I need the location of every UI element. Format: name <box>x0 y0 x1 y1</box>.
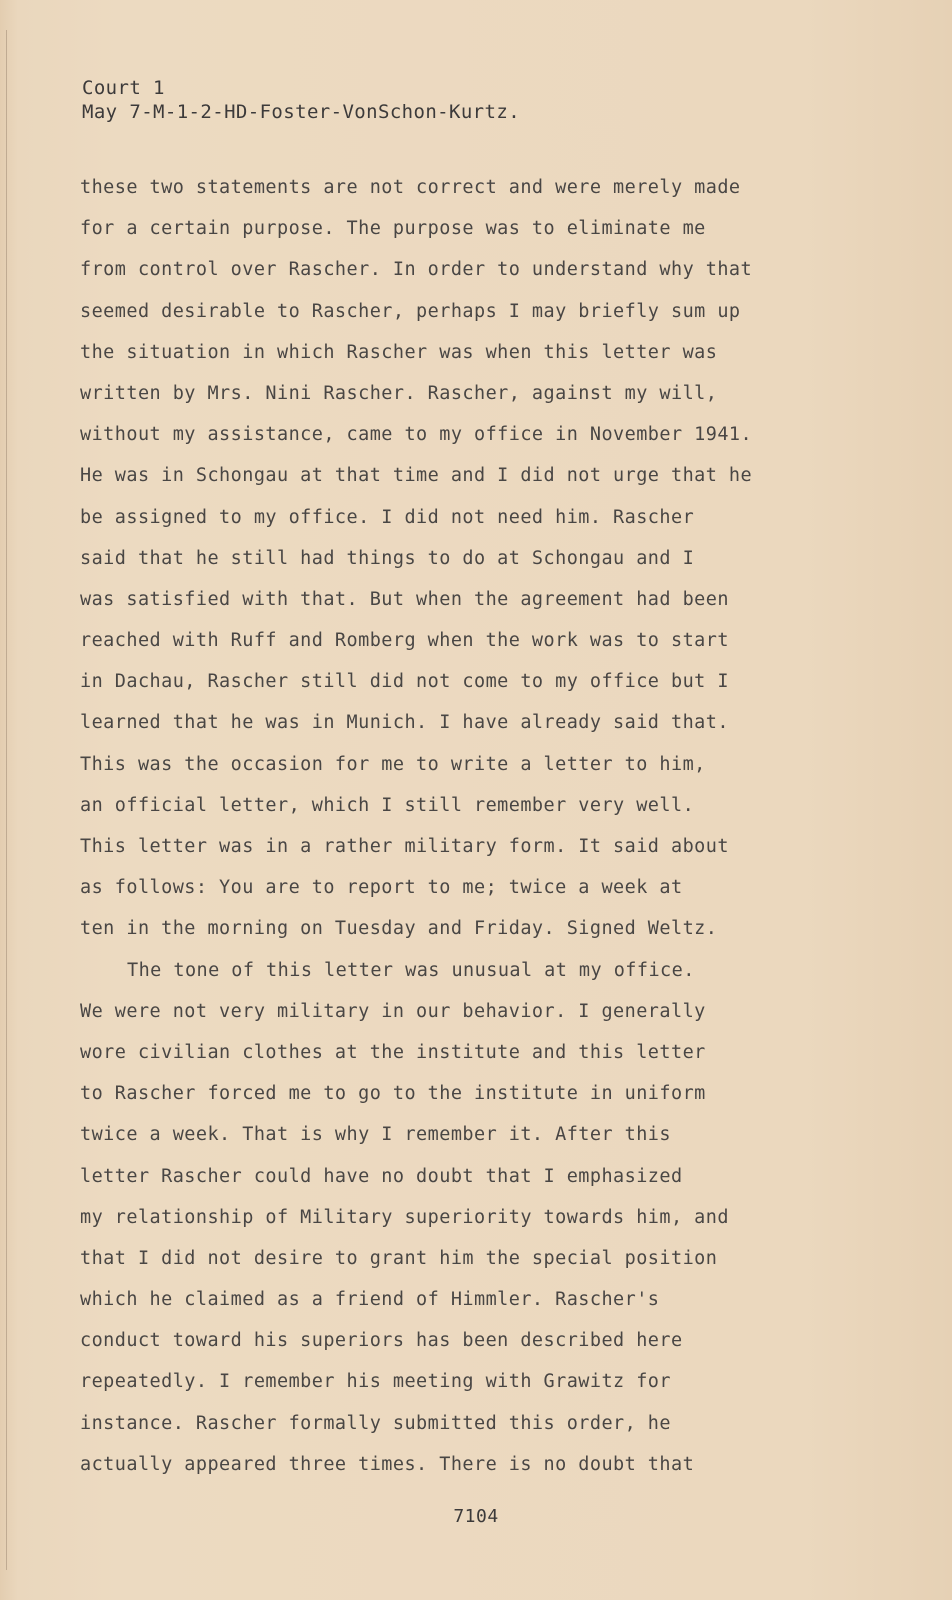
text-line: instance. Rascher formally submitted this order, he <box>80 1412 671 1434</box>
text-line: that I did not desire to grant him the special position <box>80 1247 718 1269</box>
text-line: actually appeared three times. There is no doubt that <box>80 1453 695 1475</box>
text-line: the situation in which Rascher was when this letter was <box>80 341 718 363</box>
paragraph-start-line: The tone of this letter was unusual at my office. <box>127 959 695 981</box>
text-line: This was the occasion for me to write a letter to him, <box>80 753 706 775</box>
text-line: these two statements are not correct and were merely made <box>80 177 741 198</box>
header-court-line: Court 1 <box>82 77 165 99</box>
text-line: an official letter, which I still remember very well. <box>80 794 695 816</box>
text-line: which he claimed as a friend of Himmler. Rascher's <box>80 1289 660 1311</box>
text-line: said that he still had things to do at Schongau and I <box>80 547 695 569</box>
document-body <box>80 176 940 1494</box>
text-line: This letter was in a rather military form. It said about <box>80 836 729 857</box>
text-line: learned that he was in Munich. I have already said that. <box>80 712 729 734</box>
text-line: was satisfied with that. But when the agreement had been <box>80 588 729 610</box>
text-line: written by Mrs. Nini Rascher. Rascher, against my will, <box>80 382 718 404</box>
text-line: without my assistance, came to my office in November 1941. <box>80 424 753 446</box>
text-line: conduct toward his superiors has been described here <box>80 1330 683 1352</box>
page-number: 7104 <box>453 1506 499 1527</box>
text-line: in Dachau, Rascher still did not come to my office but I <box>80 671 729 693</box>
text-line: ten in the morning on Tuesday and Friday. Signed Weltz. <box>80 918 718 940</box>
text-line: seemed desirable to Rascher, perhaps I may briefly sum up <box>80 300 741 322</box>
text-line: reached with Ruff and Romberg when the work was to start <box>80 630 729 652</box>
page-edge-line <box>6 30 7 1570</box>
text-line: to Rascher forced me to go to the institute in uniform <box>80 1083 706 1105</box>
text-line: We were not very military in our behavior. I generally <box>80 1000 706 1022</box>
text-line: wore civilian clothes at the institute and this letter <box>80 1041 706 1063</box>
header-session-line: May 7-M-1-2-HD-Foster-VonSchon-Kurtz. <box>82 101 521 123</box>
text-line: from control over Rascher. In order to understand why that <box>80 259 753 281</box>
text-line: for a certain purpose. The purpose was to eliminate me <box>80 218 706 240</box>
text-line: letter Rascher could have no doubt that I emphasized <box>80 1165 683 1187</box>
text-line: twice a week. That is why I remember it. After this <box>80 1124 671 1146</box>
text-line: be assigned to my office. I did not need him. Rascher <box>80 506 695 528</box>
text-line: my relationship of Military superiority towards him, and <box>80 1206 729 1228</box>
document-header <box>82 76 520 124</box>
text-line: as follows: You are to report to me; twice a week at <box>80 877 683 899</box>
text-line: He was in Schongau at that time and I did not urge that he <box>80 465 753 487</box>
text-line: repeatedly. I remember his meeting with Grawitz for <box>80 1371 671 1393</box>
